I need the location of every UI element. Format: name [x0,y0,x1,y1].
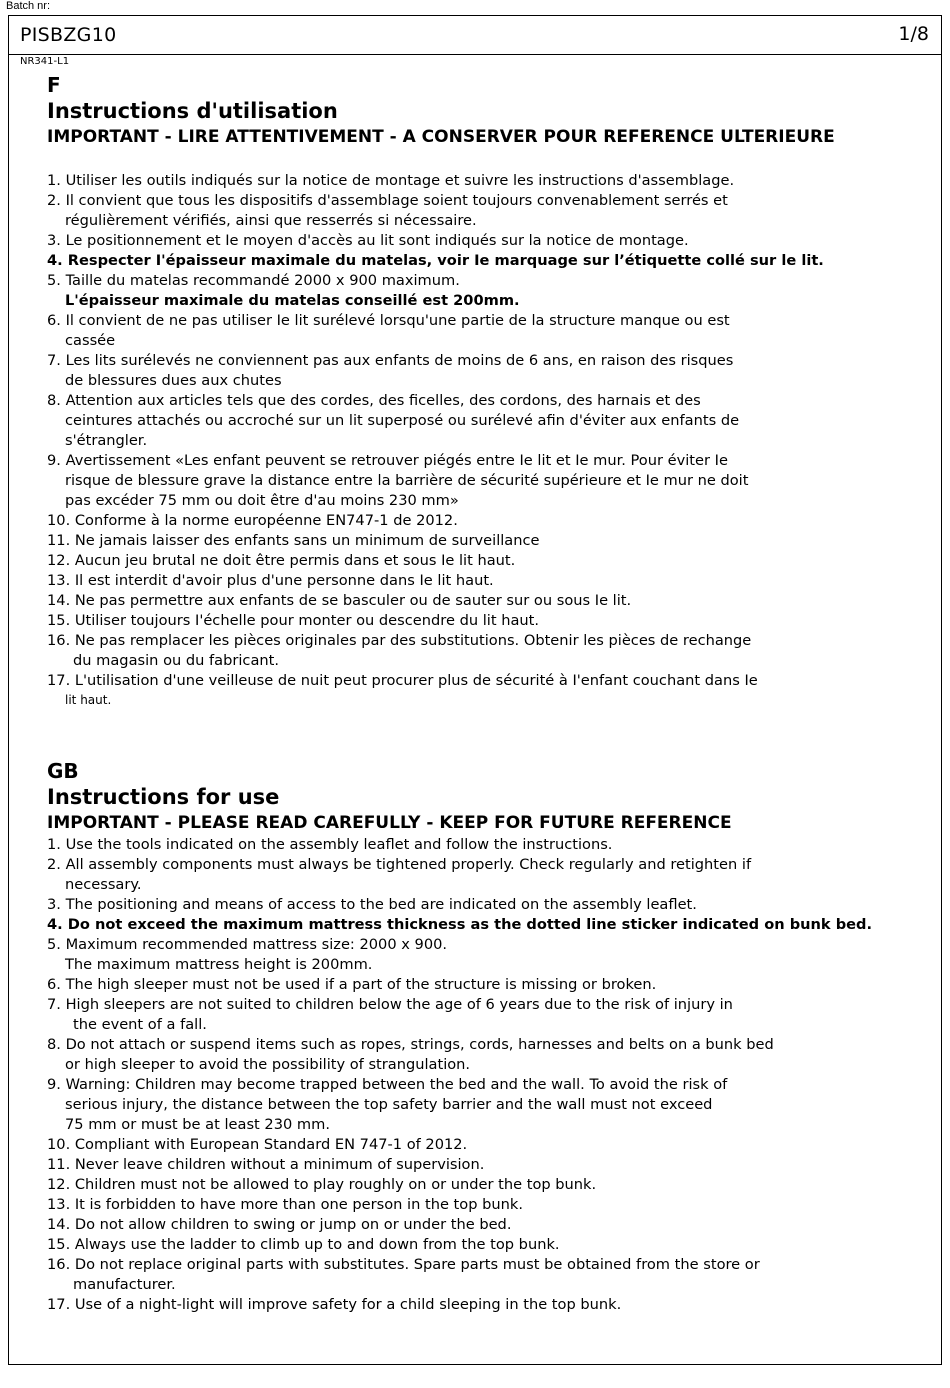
english-section [47,758,927,1315]
list-item: 1. Use the tools indicated on the assembly leaflet and follow the instructions. [47,836,613,853]
page-number: 1/8 [898,23,929,45]
list-item: 10. Conforme à la norme européenne EN747-1 de 2012. [47,512,458,529]
list-item: 17. L'utilisation d'une veilleuse de nuit peut procurer plus de sécurité à I'enfant couchant dans Ie lit haut. [47,672,758,707]
list-item: 12. Aucun jeu brutal ne doit être permis dans et sous Ie lit haut. [47,552,516,569]
list-item: 13. It is forbidden to have more than one person in the top bunk. [47,1196,523,1213]
list-item: 4. Respecter I'épaisseur maximale du matelas, voir Ie marquage sur l’étiquette collé sur le lit. [47,252,824,269]
list-item: 11. Ne jamais laisser des enfants sans un minimum de surveillance [47,532,540,549]
section-title: Instructions for use [47,785,280,809]
instruction-list [47,171,927,709]
list-item: 15. Always use the ladder to climb up to and down from the top bunk. [47,1236,560,1253]
list-item: 2. Il convient que tous les dispositifs d'assemblage soient toujours convenablement serrés et régulièrement vérifiés, ainsi que resserrés si nécessaire. [47,192,728,229]
list-item: 12. Children must not be allowed to play roughly on or under the top bunk. [47,1176,597,1193]
section-language: F [47,73,61,97]
list-item: 7. High sleepers are not suited to children below the age of 6 years due to the risk of injury in the event of a fall. [47,996,733,1033]
list-item: 6. The high sleeper must not be used if a part of the structure is missing or broken. [47,976,657,993]
list-item: 3. The positioning and means of access to the bed are indicated on the assembly leaflet. [47,896,697,913]
document-header [9,16,941,55]
list-item: 13. Il est interdit d'avoir plus d'une personne dans Ie lit haut. [47,572,494,589]
list-item: 17. Use of a night-light will improve safety for a child sleeping in the top bunk. [47,1296,622,1313]
list-item: 1. Utiliser les outils indiqués sur la notice de montage et suivre les instructions d'assemblage. [47,172,735,189]
section-language: GB [47,759,79,783]
list-item: 14. Ne pas permettre aux enfants de se basculer ou de sauter sur ou sous Ie lit. [47,592,632,609]
product-code: PISBZG10 [20,24,117,46]
reference-code: NR341-L1 [20,56,70,67]
section-title: Instructions d'utilisation [47,99,338,123]
instruction-list [47,835,927,1315]
important-notice: IMPORTANT - LIRE ATTENTIVEMENT - A CONSERVER POUR REFERENCE ULTERIEURE [47,127,835,147]
batch-number-label: Batch nr: [6,0,51,12]
list-item: 5. Taille du matelas recommandé 2000 x 900 maximum. L'épaisseur maximale du matelas conseillé est 200mm. [47,272,520,309]
list-item: 7. Les lits surélevés ne conviennent pas aux enfants de moins de 6 ans, en raison des risques de blessures dues aux chutes [47,352,734,389]
list-item: 8. Attention aux articles tels que des cordes, des ficelles, des cordons, des harnais et des ceintures attachés ou accroché sur un lit superposé ou surélevé afin d'éviter aux enfants de s'étrangler. [47,392,740,449]
list-item: 4. Do not exceed the maximum mattress thickness as the dotted line sticker indicated on bunk bed. [47,916,873,933]
list-item: 5. Maximum recommended mattress size: 2000 x 900. The maximum mattress height is 200mm. [47,936,448,973]
list-item: 14. Do not allow children to swing or jump on or under the bed. [47,1216,512,1233]
list-item: 16. Ne pas remplacer les pièces originales par des substitutions. Obtenir les pièces de rechange du magasin ou du fabricant. [47,632,752,669]
list-item: 10. Compliant with European Standard EN 747-1 of 2012. [47,1136,468,1153]
list-item: 2. All assembly components must always be tightened properly. Check regularly and retighten if necessary. [47,856,752,893]
french-section [47,72,927,709]
list-item: 3. Le positionnement et Ie moyen d'accès au lit sont indiqués sur la notice de montage. [47,232,689,249]
list-item: 9. Avertissement «Les enfant peuvent se retrouver piégés entre Ie lit et Ie mur. Pour éviter Ie risque de blessure grave la distance entre la barrière de sécurité supérieure et Ie mur ne doit pas excéder 75 mm ou doit être d'au moins 230 mm» [47,452,749,509]
list-item: 8. Do not attach or suspend items such as ropes, strings, cords, harnesses and belts on a bunk bed or high sleeper to avoid the possibility of strangulation. [47,1036,774,1073]
important-notice: IMPORTANT - PLEASE READ CAREFULLY - KEEP FOR FUTURE REFERENCE [47,813,732,833]
list-item: 11. Never leave children without a minimum of supervision. [47,1156,485,1173]
list-item: 6. Il convient de ne pas utiliser Ie lit surélevé lorsqu'une partie de la structure manque ou est cassée [47,312,730,349]
list-item: 16. Do not replace original parts with substitutes. Spare parts must be obtained from the store or manufacturer. [47,1256,760,1293]
list-item: 15. Utiliser toujours I'échelle pour monter ou descendre du lit haut. [47,612,539,629]
list-item: 9. Warning: Children may become trapped between the bed and the wall. To avoid the risk of serious injury, the distance between the top safety barrier and the wall must not exceed 75 mm or must be at least 230 mm. [47,1076,728,1133]
